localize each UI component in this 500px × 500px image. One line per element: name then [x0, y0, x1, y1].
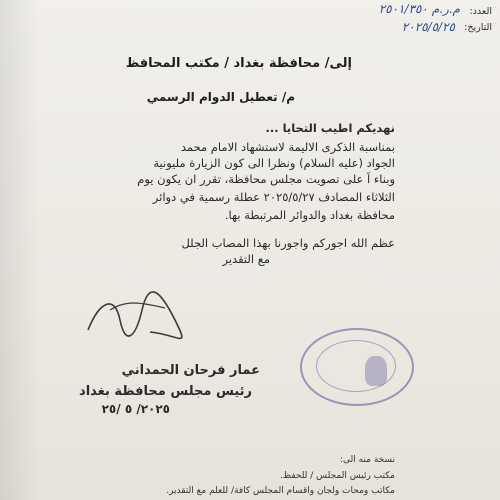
handwritten-signature [80, 280, 190, 350]
body-line: محافظة بغداد والدوائر المرتبطة بها. [224, 208, 395, 222]
body-line: الجواد (عليه السلام) ونظرا الى كون الزيارة مليونية [153, 156, 395, 170]
page-shadow [0, 0, 40, 500]
signer-name: عمار فرحان الحمداني [121, 363, 260, 378]
subject-line: م/ تعطيل الدوام الرسمي [146, 90, 295, 104]
body-line: بمناسبة الذكرى الاليمة لاستشهاد الامام محمد [180, 140, 395, 154]
signer-title: رئيس مجلس محافظة بغداد [79, 384, 252, 399]
date-value: ٢٠٢٥/٥/٢٥ [401, 20, 455, 34]
recipient-line: إلى/ محافظة بغداد / مكتب المحافظ [125, 56, 352, 71]
number-label: العدد: [469, 6, 492, 17]
number-value: م.ر.م ٢٥٠١/٣٥٠ [378, 2, 460, 16]
copies-heading: نسخة منه الى: [339, 455, 395, 465]
body-line: الثلاثاء المصادف ٢٠٢٥/٥/٢٧ عطلة رسمية في دوائر [152, 190, 395, 204]
body-line: وبناء اً على تصويت مجلس محافظة، تقرر ان يكون يوم [137, 172, 395, 186]
date-label: التاريخ: [464, 22, 492, 33]
stamp-emblem [365, 356, 387, 386]
official-stamp [300, 328, 414, 406]
closing-line: مع التقدير [222, 252, 270, 266]
copies-item: مكتب رئيس المجلس / للحفظ. [279, 471, 395, 481]
greeting: نهديكم اطيب التحايا ... [265, 121, 395, 135]
copies-item: مكاتب ومحات ولجان واقسام المجلس كافة/ للعلم مع التقدير. [166, 486, 395, 496]
condolence-line: عظم الله اجوركم واجورنا بهذا المصاب الجلل [181, 236, 395, 250]
signature-date: ٢٠٢٥/ ٥ /٢٥ [101, 402, 170, 416]
